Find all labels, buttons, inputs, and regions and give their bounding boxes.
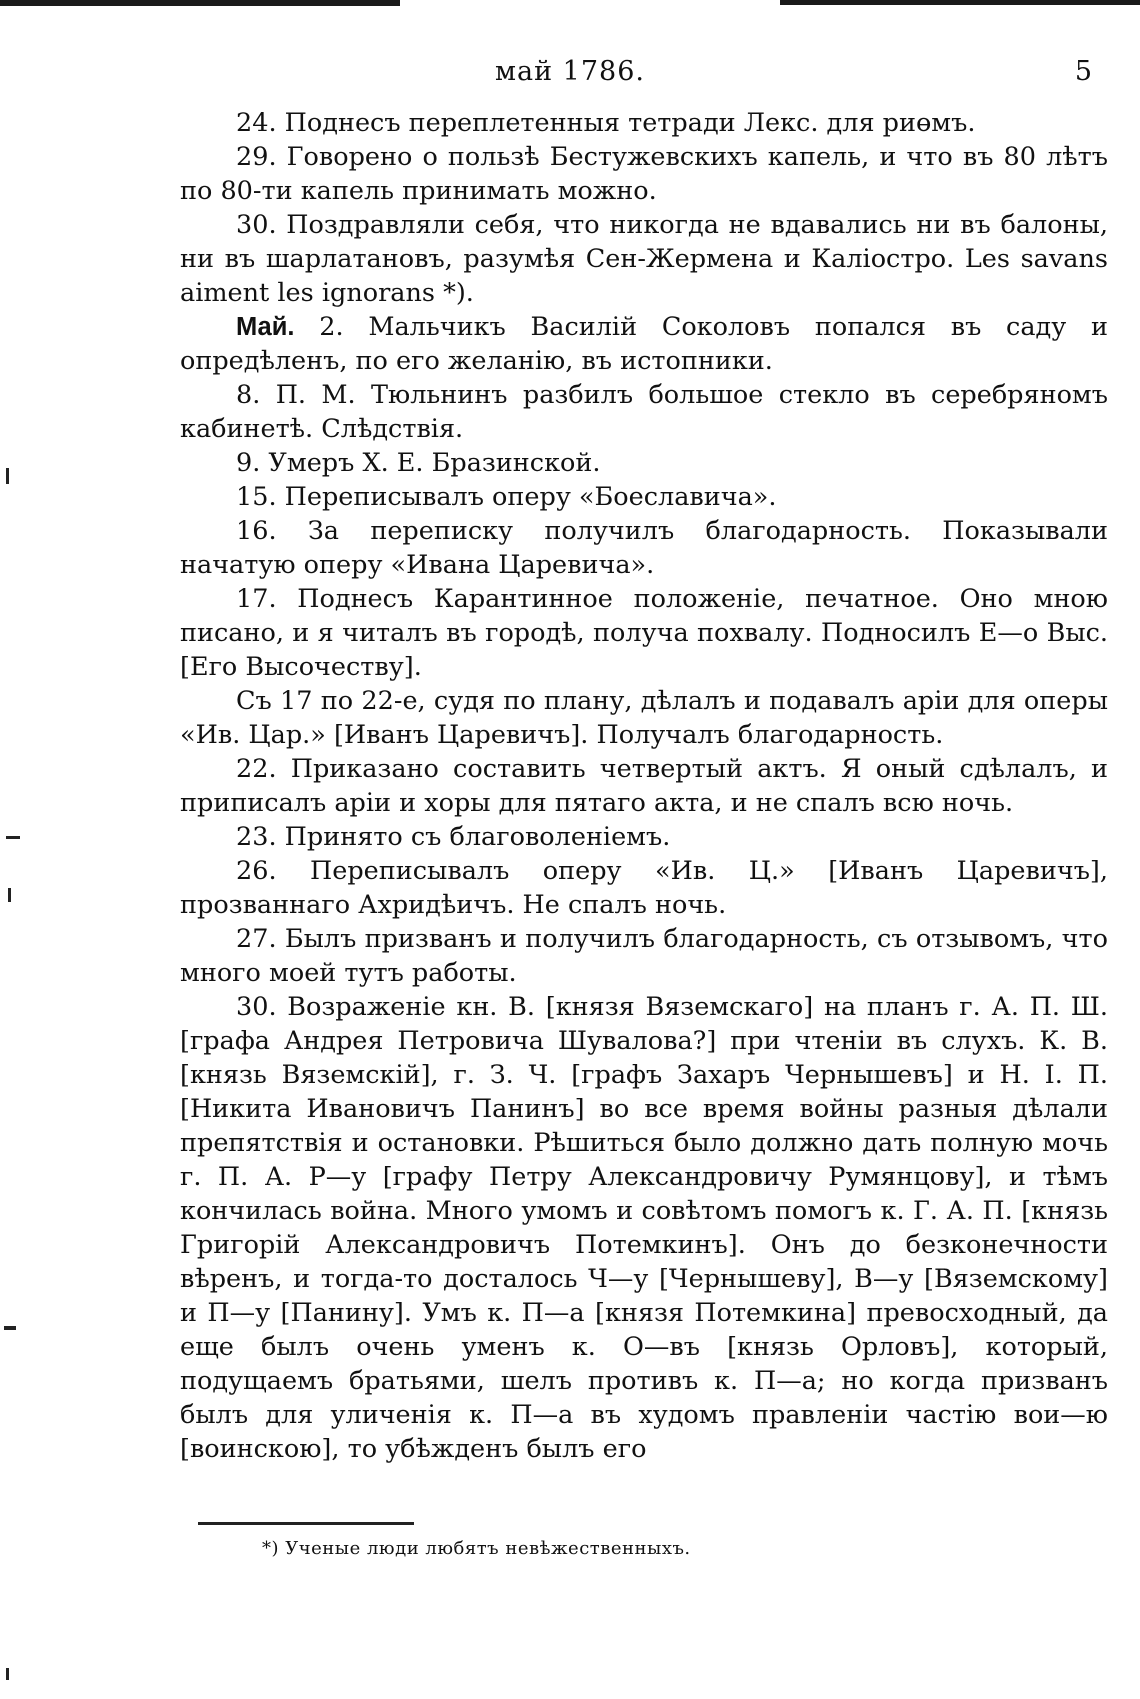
diary-entry: 16. За переписку получилъ благодарность. Показывали начатую оперу «Ивана Царевича». <box>180 516 1108 580</box>
margin-mark <box>4 1326 16 1330</box>
diary-entry: 23. Принято съ благоволеніемъ. <box>236 822 671 852</box>
month-heading: Май. <box>236 313 295 341</box>
diary-entry: 30. Поздравляли себя, что никогда не вдавались ни въ балоны, ни въ шарлатановъ, разумѣя Сен-Жермена и Каліостро. Les savans aiment les ignorans *). <box>180 210 1108 308</box>
diary-entry-month: Май. 2. Мальчикъ Василій Соколовъ попался въ саду и опредѣленъ, по его желанію, въ истопники. <box>180 312 1108 376</box>
footnote-divider <box>198 1522 414 1525</box>
margin-mark <box>8 888 11 902</box>
diary-entry: 22. Приказано составить четвертый актъ. Я оный сдѣлалъ, и приписалъ аріи и хоры для пятаго акта, и не спалъ всю ночь. <box>180 754 1108 818</box>
page-header <box>0 52 1140 92</box>
page-number: 5 <box>1074 56 1092 87</box>
diary-entry: 15. Переписывалъ оперу «Боеславича». <box>236 482 777 512</box>
margin-mark <box>6 836 20 839</box>
margin-mark <box>6 468 9 484</box>
diary-entry: 24. Поднесъ переплетенныя тетради Лекс. для риөмъ. <box>236 108 976 138</box>
scan-edge-line <box>780 0 1140 5</box>
footnote: *) Ученые люди любятъ невѣжественныхъ. <box>262 1538 691 1559</box>
diary-entry: 9. Умеръ Х. Е. Бразинской. <box>236 448 601 478</box>
scan-edge-line <box>0 0 400 6</box>
diary-entry: Съ 17 по 22-е, судя по плану, дѣлалъ и подавалъ аріи для оперы «Ив. Цар.» [Иванъ Царевичъ]. Получалъ благодарность. <box>180 686 1108 750</box>
diary-entry: 26. Переписывалъ оперу «Ив. Ц.» [Иванъ Царевичъ], прозваннаго Ахридѣичъ. Не спалъ ночь. <box>180 856 1108 920</box>
diary-entry: 17. Поднесъ Карантинное положеніе, печатное. Оно мною писано, и я читалъ въ городѣ, получа похвалу. Подносилъ Е—о Выс. [Его Высочеству]. <box>180 584 1108 682</box>
body-text <box>180 106 1108 1466</box>
diary-entry: 8. П. М. Тюльнинъ разбилъ большое стекло въ серебряномъ кабинетѣ. Слѣдствія. <box>180 380 1108 444</box>
diary-entry: 27. Былъ призванъ и получилъ благодарность, съ отзывомъ, что много моей тутъ работы. <box>180 924 1108 988</box>
running-head: май 1786. <box>495 56 645 87</box>
diary-entry: 30. Возраженіе кн. В. [князя Вяземскаго] на планъ г. А. П. Ш. [графа Андрея Петровича Шувалова?] при чтеніи въ слухъ. К. В. [князь Вяземскій], г. З. Ч. [графъ Захаръ Чернышевъ] и Н. І. П. [Никита Ивановичъ Панинъ] во все время войны разныя дѣлали препятствія и остановки. Рѣшиться было должно дать полную мочь г. П. А. Р—у [графу Петру Александровичу Румянцову], и тѣмъ кончилась война. Много умомъ и совѣтомъ помогъ к. Г. А. П. [князь Григорій Александровичъ Потемкинъ]. Онъ до безконечности вѣренъ, и тогда-то досталось Ч—у [Чернышеву], В—у [Вяземскому] и П—у [Панину]. Умъ к. П—а [князя Потемкина] превосходный, да еще былъ очень уменъ к. О—въ [князь Орловъ], который, подущаемъ братьями, шелъ противъ к. П—а; но когда призванъ былъ для уличенія к. П—а въ худомъ правленіи частію вои—ю [воинскою], то убѣжденъ былъ его <box>180 992 1108 1464</box>
margin-mark <box>6 1668 9 1680</box>
diary-entry: 29. Говорено о пользѣ Бестужевскихъ капель, и что въ 80 лѣтъ по 80-ти капель принимать можно. <box>180 142 1108 206</box>
